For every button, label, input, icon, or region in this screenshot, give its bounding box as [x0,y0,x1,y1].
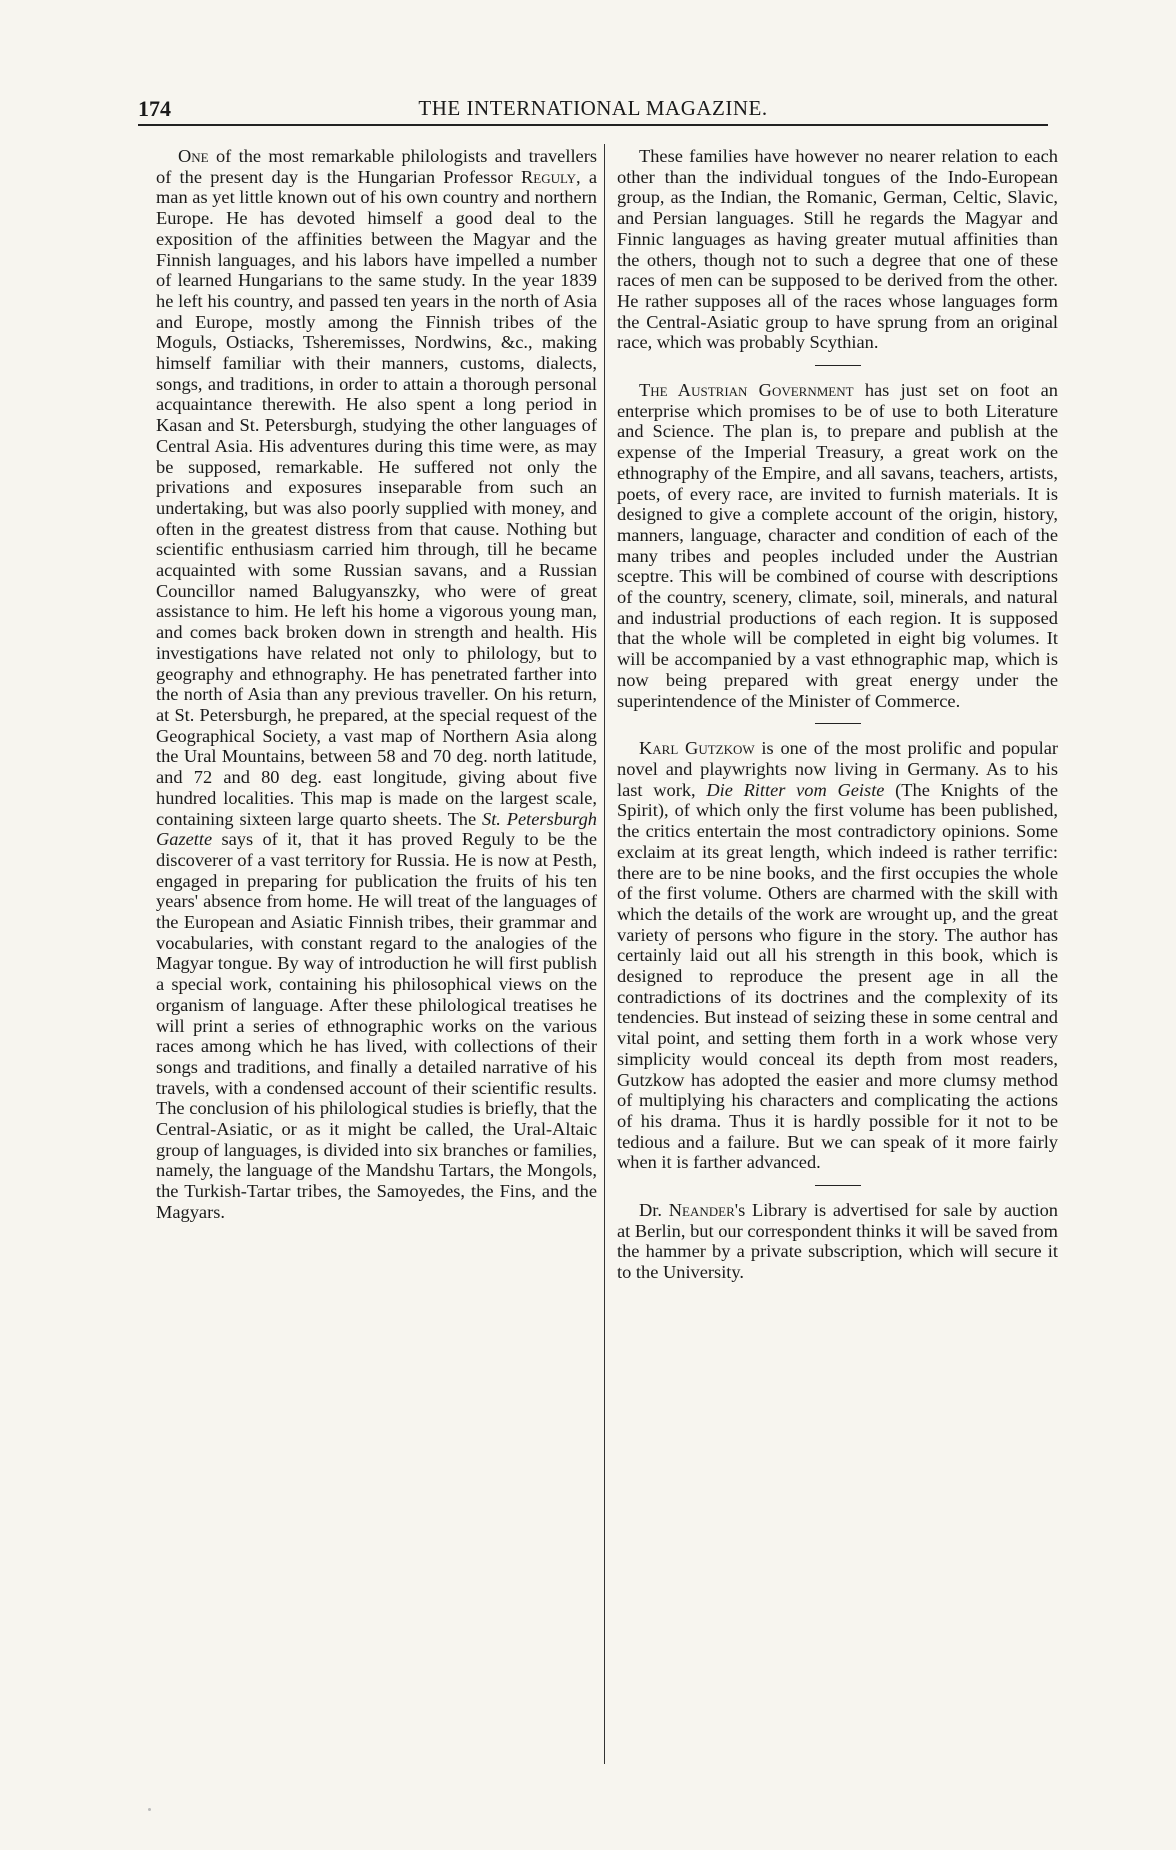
ink-speck [148,1808,151,1811]
page-number: 174 [138,96,171,121]
section-divider [815,1185,861,1186]
header-rule [138,124,1048,126]
section-divider [815,365,861,366]
work-title: Die Ritter vom Geiste [706,779,885,800]
page-header [138,96,1048,126]
article-austrian-government: The Austrian Government has just set on foot an enterprise which promises to be of use to both Literature and Science. The plan is, to prepare and publish at the expense of the Imperial Treasury, a great work on the ethnography of the Empire, and all savans, teachers, artists, poets, of every race, are invited to furnish materials. It is designed to give a complete account of the origin, history, manners, language, character and condition of each of the many tribes and peoples included under the Austrian sceptre. This will be combined of course with descriptions of the country, scenery, climate, soil, minerals, and natural and industrial productions of each region. It is supposed that the whole will be completed in eight big volumes. It will be accompanied by a vast ethnographic map, which is now being prepared with great energy under the superintendence of the Minister of Commerce. [617,380,1058,711]
article-neander: Dr. Neander's Library is advertised for sale by auction at Berlin, but our correspondent thinks it will be saved from the hammer by a private subscription, which will secure it to the University. [617,1200,1058,1283]
person-name: Neander [668,1200,735,1221]
article-gutzkow: Karl Gutzkow is one of the most prolific and popular novel and playwrights now living in Germany. As to his last work, Die Ritter vom Geiste (The Knights of the Spirit), of which only the first volume has been published, the critics entertain the most contradictory opinions. Some exclaim at its great length, which indeed is rather terrific: there are to be nine books, and the first occupies the whole of the first volume. Others are charmed with the skill with which the details of the work are wrought up, and the great variety of persons who figure in the story. The author has certainly laid out all his strength in this book, which is designed to reproduce the present age in all the contradictions of its doctrines and the complexity of its tendencies. But instead of seizing these in some central and vital point, and setting them forth in a work whose very simplicity would conceal its depth from most readers, Gutzkow has adopted the easier and more clumsy method of multiplying his characters and complicating the actions of his drama. Thus it is hardly possible for it not to be tedious and a failure. But we can speak of it more fairly when it is farther advanced. [617,738,1059,1173]
right-column [617,146,1058,1283]
section-divider [815,723,861,724]
running-head: THE INTERNATIONAL MAGAZINE. [418,96,768,120]
column-divider [604,144,605,1764]
person-name: Karl Gutzkow [639,738,755,759]
article-reguly-continued: These families have however no nearer relation to each other than the individual tongues of the Indo-European group, as the Indian, the Romanic, German, Celtic, Slavic, and Persian languages. Still he regards the Magyar and Finnic languages as having greater mutual affinities than the others, though not to such a degree that one of these races of men can be supposed to be derived from the other. He rather supposes all of the races whose languages form the Central-Asiatic group to have sprung from an original race, which was probably Scythian. [617,146,1058,353]
left-column [156,146,597,1223]
article-reguly: One of the most remarkable philologists and travellers of the present day is the Hungarian Professor Reguly, a man as yet little known out of his own country and northern Europe. He has devoted himself a good deal to the exposition of the affinities between the Magyar and the Finnish languages, and his labors have impelled a number of learned Hungarians to the same study. In the year 1839 he left his country, and passed ten years in the north of Asia and Europe, mostly among the Finnish tribes of the Moguls, Ostiacks, Tsheremisses, Nordwins, &c., making himself familiar with their manners, customs, dialects, songs, and traditions, in order to attain a thorough personal acquaintance therewith. He also spent a long period in Kasan and St. Petersburgh, studying the other languages of Central Asia. His adventures during this time were, as may be supposed, remarkable. He suffered not only the privations and exposures inseparable from such an undertaking, but was also poorly supplied with money, and often in the greatest distress from that cause. Nothing but scientific enthusiasm carried him through, till he became acquainted with some Russian savans, and a Russian Councillor named Balugyanszky, who were of great assistance to him. He left his home a vigorous young man, and comes back broken down in strength and health. His investigations have related not only to philology, but to geography and ethnography. He has penetrated farther into the north of Asia than any previous traveller. On his return, at St. Petersburgh, he prepared, at the special request of the Geographical Society, a vast map of Northern Asia along the Ural Mountains, between 58 and 70 deg. north latitude, and 72 and 80 deg. east longitude, giving about five hundred localities. This map is made on the largest scale, containing sixteen large quarto sheets. The St. Petersburgh Gazette says of it, that it has proved Reguly to be the discoverer of a vast territory for Russia. He is now at Pesth, engaged in preparing for publication the fruits of his ten years' absence from home. He will treat of the languages of the European and Asiatic Finnish tribes, their grammar and vocabularies, with constant regard to the analogies of the Magyar tongue. By way of introduction he will first publish a special work, containing his philosophical views on the organism of language. After these philological treatises he will print a series of ethnographic works on the various races among which he has lived, with collections of their songs and traditions, and finally a detailed narrative of his travels, with a condensed account of their scientific results. The conclusion of his philological studies is briefly, that the Central-Asiatic, or as it might be called, the Ural-Altaic group of languages, is divided into six branches or families, namely, the language of the Mandshu Tartars, the Mongols, the Turkish-Tartar tribes, the Samoyedes, the Fins, and the Magyars. [156,146,597,1222]
lead-words: The Austrian Government [639,380,854,401]
person-name: Reguly [521,166,577,187]
lead-word: One [178,146,209,166]
publication-title: St. Petersburgh Gazette [156,808,597,850]
